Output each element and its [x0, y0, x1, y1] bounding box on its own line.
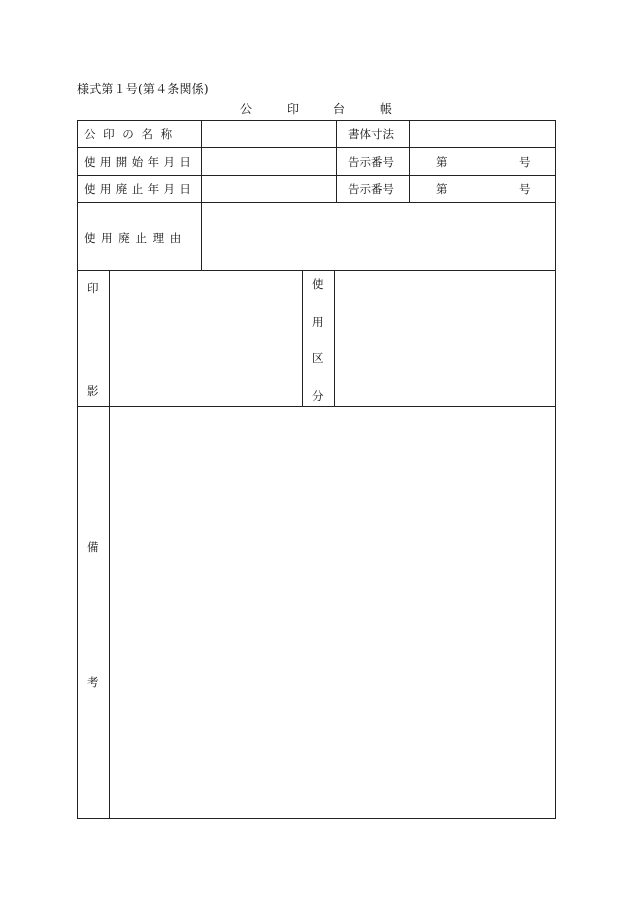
title-char-2: 印 — [287, 102, 300, 116]
column-divider — [302, 270, 303, 406]
remarks-label-char-1: 備 — [87, 540, 99, 554]
typeface-size-label: 書体寸法 — [348, 127, 394, 141]
notice-go-label: 号 — [519, 182, 531, 196]
title-char-4: 帳 — [380, 102, 393, 116]
seal-impression-area[interactable] — [110, 271, 302, 406]
form-number-label: 様式第１号(第４条関係) — [77, 82, 209, 96]
end-date-label: 使用廃止年月日 — [84, 182, 196, 196]
usage-category-char-2: 用 — [312, 315, 324, 329]
remarks-label-char-2: 考 — [87, 675, 99, 689]
start-date-field[interactable] — [202, 148, 336, 175]
column-divider — [336, 120, 337, 202]
notice-dai-label: 第 — [436, 155, 448, 169]
title-char-3: 台 — [333, 102, 346, 116]
notice-number-label: 告示番号 — [348, 155, 394, 169]
seal-name-label: 公 印 の 名 称 — [84, 127, 175, 141]
usage-category-char-1: 使 — [312, 277, 324, 291]
start-date-label: 使用開始年月日 — [84, 155, 196, 169]
title-char-1: 公 — [240, 102, 253, 116]
notice-dai-label: 第 — [436, 182, 448, 196]
remarks-field[interactable] — [110, 407, 555, 818]
usage-category-char-3: 区 — [312, 351, 324, 365]
impression-label-char-1: 印 — [87, 281, 99, 295]
typeface-size-field[interactable] — [410, 121, 555, 147]
end-date-field[interactable] — [202, 176, 336, 202]
usage-category-field[interactable] — [335, 271, 555, 406]
document-title — [77, 100, 556, 118]
impression-label-char-2: 影 — [87, 384, 99, 398]
notice-number-label: 告示番号 — [348, 182, 394, 196]
abolition-reason-field[interactable] — [202, 203, 555, 270]
notice-go-label: 号 — [519, 155, 531, 169]
abolition-reason-label: 使 用 廃 止 理 由 — [84, 231, 183, 245]
seal-name-field[interactable] — [202, 121, 336, 147]
usage-category-char-4: 分 — [312, 389, 324, 403]
